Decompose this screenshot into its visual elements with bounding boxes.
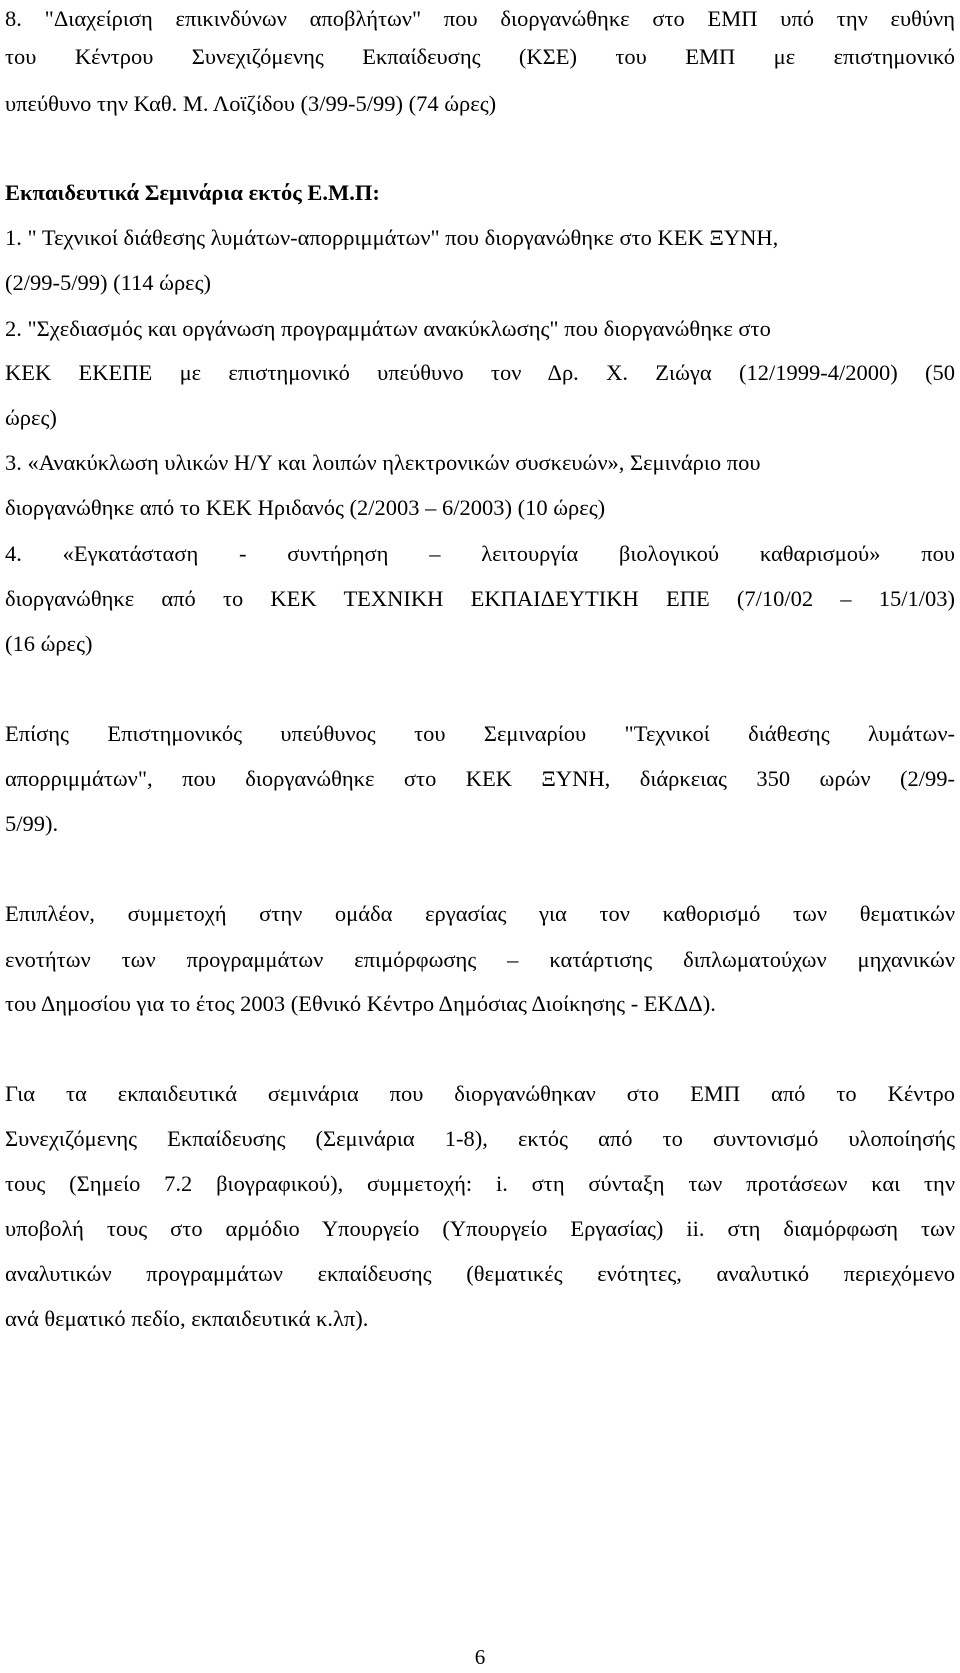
text-line: διοργανώθηκε από το ΚΕΚ Ηριδανός (2/2003 – 6/2003) (10 ώρες): [5, 495, 606, 520]
text-line: υποβολή τους στο αρμόδιο Υπουργείο (Υπουργείο Εργασίας) ii. στη διαμόρφωση των: [5, 1216, 955, 1241]
text-line: (2/99-5/99) (114 ώρες): [5, 270, 212, 295]
text-line: 3. «Ανακύκλωση υλικών Η/Υ και λοιπών ηλεκτρονικών συσκευών», Σεμινάριο που: [5, 450, 761, 475]
text-line: τους (Σημείο 7.2 βιογραφικού), συμμετοχή: i. στη σύνταξη των προτάσεων και την: [5, 1171, 955, 1196]
text-line: ΚΕΚ ΕΚΕΠΕ με επιστημονικό υπεύθυνο τον Δρ. Χ. Ζιώγα (12/1999-4/2000) (50: [5, 360, 955, 385]
text-line: υπεύθυνο την Καθ. Μ. Λοϊζίδου (3/99-5/99) (74 ώρες): [5, 91, 497, 116]
page-number: 6: [474, 1645, 486, 1669]
text-line: 1. " Τεχνικοί διάθεσης λυμάτων-απορριμμάτων" που διοργανώθηκε στο ΚΕΚ ΞΥΝΗ,: [5, 225, 779, 250]
text-line: διοργανώθηκε από το ΚΕΚ ΤΕΧΝΙΚΗ ΕΚΠΑΙΔΕΥΤΙΚΗ ΕΠΕ (7/10/02 – 15/1/03): [5, 586, 955, 611]
text-line: Συνεχιζόμενης Εκπαίδευσης (Σεμινάρια 1-8), εκτός από το συντονισμό υλοποίησής: [5, 1126, 955, 1151]
text-line: (16 ώρες): [5, 631, 93, 656]
text-line: Για τα εκπαιδευτικά σεμινάρια που διοργανώθηκαν στο ΕΜΠ από το Κέντρο: [5, 1081, 955, 1106]
text-line: Επίσης Επιστημονικός υπεύθυνος του Σεμιναρίου "Τεχνικοί διάθεσης λυμάτων-: [5, 721, 955, 746]
text-line: ώρες): [5, 405, 57, 430]
text-line: αναλυτικών προγραμμάτων εκπαίδευσης (θεματικές ενότητες, αναλυτικό περιεχόμενο: [5, 1261, 955, 1286]
text-line: 4. «Εγκατάσταση - συντήρηση – λειτουργία βιολογικού καθαρισμού» που: [5, 541, 955, 566]
text-line: απορριμμάτων", που διοργανώθηκε στο ΚΕΚ ΞΥΝΗ, διάρκειας 350 ωρών (2/99-: [5, 766, 955, 791]
text-line: του Δημοσίου για το έτος 2003 (Εθνικό Κέντρο Δημόσιας Διοίκησης - ΕΚΔΔ).: [5, 991, 716, 1016]
text-line: ενοτήτων των προγραμμάτων επιμόρφωσης – κατάρτισης διπλωματούχων μηχανικών: [5, 947, 955, 972]
text-line: 2. "Σχεδιασμός και οργάνωση προγραμμάτων ανακύκλωσης" που διοργανώθηκε στο: [5, 316, 771, 341]
section-heading: Εκπαιδευτικά Σεμινάρια εκτός Ε.Μ.Π:: [5, 180, 380, 205]
text-line: 8. "Διαχείριση επικινδύνων αποβλήτων" που διοργανώθηκε στο ΕΜΠ υπό την ευθύνη: [5, 6, 955, 31]
text-line: Επιπλέον, συμμετοχή στην ομάδα εργασίας για τον καθορισμό των θεματικών: [5, 901, 955, 926]
text-line: ανά θεματικό πεδίο, εκπαιδευτικά κ.λπ).: [5, 1306, 369, 1331]
text-line: 5/99).: [5, 811, 59, 836]
text-line: του Κέντρου Συνεχιζόμενης Εκπαίδευσης (ΚΣΕ) του ΕΜΠ με επιστημονικό: [5, 44, 955, 69]
